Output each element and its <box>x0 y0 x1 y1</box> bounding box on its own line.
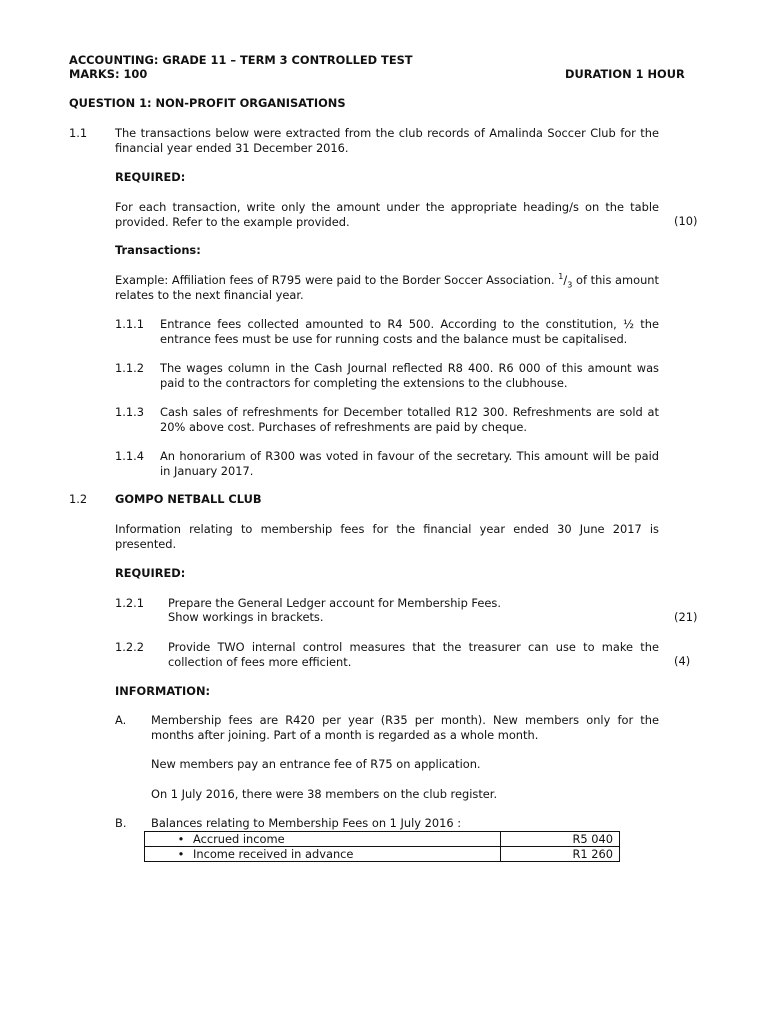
example-prefix: Example: Affiliation fees of R795 were paid to the Border Soccer Association. <box>115 273 555 287</box>
info-a-paragraph-2: New members pay an entrance fee of R75 on application. <box>151 757 481 771</box>
balance-amount: R1 260 <box>501 847 620 862</box>
balance-label-cell <box>145 847 501 862</box>
bullet-icon: • <box>177 832 185 846</box>
q1-2-heading: GOMPO NETBALL CLUB <box>115 492 262 506</box>
item-text: Prepare the General Ledger account for Membership Fees. <box>168 596 501 610</box>
q1-2-required-heading: REQUIRED: <box>115 566 186 580</box>
q1-2-intro: Information relating to membership fees for the financial year ended 30 June 2017 is presented. <box>115 522 659 551</box>
info-a-paragraph-3: On 1 July 2016, there were 38 members on the club register. <box>151 787 498 801</box>
balance-label-cell <box>145 832 501 847</box>
item-number: 1.1.1 <box>115 317 144 331</box>
item-text: The wages column in the Cash Journal reflected R8 400. R6 000 of this amount was paid to the contractors for completing the extensions to the clubhouse. <box>160 361 659 390</box>
test-title: ACCOUNTING: GRADE 11 – TERM 3 CONTROLLED TEST <box>69 53 413 67</box>
info-b-letter: B. <box>115 816 127 830</box>
item-text-line2: Show workings in brackets. <box>168 610 324 624</box>
info-b-text: Balances relating to Membership Fees on 1 July 2016 : <box>151 816 462 830</box>
balance-amount: R5 040 <box>501 832 620 847</box>
info-a-letter: A. <box>115 713 127 727</box>
item-text: Cash sales of refreshments for December totalled R12 300. Refreshments are sold at 20% above cost. Purchases of refreshments are paid by cheque. <box>160 405 659 434</box>
fraction-denominator: 3 <box>567 280 573 290</box>
table-row <box>145 832 620 847</box>
item-number: 1.2.1 <box>115 596 144 610</box>
info-a-paragraph-1: Membership fees are R420 per year (R35 per month). New members only for the months after joining. Part of a month is regarded as a whole month. <box>151 713 659 742</box>
balance-label: Income received in advance <box>193 847 354 861</box>
question-1-heading: QUESTION 1: NON-PROFIT ORGANISATIONS <box>69 96 346 110</box>
item-number: 1.1.3 <box>115 405 144 419</box>
item-text: Entrance fees collected amounted to R4 500. According to the constitution, ½ the entrance fees must be use for running costs and the balance must be capitalised. <box>160 317 659 346</box>
balance-label: Accrued income <box>193 832 285 846</box>
example-text: Example: Affiliation fees of R795 were paid to the Border Soccer Association. $^1/_3$ of this amount relates to the next financial year. <box>115 272 659 302</box>
q1-1-number: 1.1 <box>69 126 88 140</box>
information-heading: INFORMATION: <box>115 684 211 698</box>
example-suffix: of this amount relates to the next financial year. <box>115 273 659 302</box>
transactions-heading: Transactions: <box>115 243 201 257</box>
item-marks: (21) <box>674 610 698 624</box>
item-marks: (4) <box>674 654 691 668</box>
marks-label: MARKS: 100 <box>69 67 148 81</box>
item-text: Provide TWO internal control measures that the treasurer can use to make the collection of fees more efficient. <box>168 640 659 669</box>
fraction-numerator: 1 <box>558 272 564 282</box>
bullet-icon: • <box>177 847 185 861</box>
q1-1-required-text: For each transaction, write only the amount under the appropriate heading/s on the table provided. Refer to the example provided. <box>115 200 659 229</box>
q1-1-required-heading: REQUIRED: <box>115 170 186 184</box>
q1-1-intro: The transactions below were extracted from the club records of Amalinda Soccer Club for the financial year ended 31 December 2016. <box>115 126 659 155</box>
item-number: 1.2.2 <box>115 640 144 654</box>
item-number: 1.1.2 <box>115 361 144 375</box>
table-row <box>145 847 620 862</box>
balances-table <box>144 831 620 862</box>
duration-label: DURATION 1 HOUR <box>565 67 685 81</box>
q1-1-marks: (10) <box>674 214 698 228</box>
item-text: An honorarium of R300 was voted in favour of the secretary. This amount will be paid in January 2017. <box>160 449 659 478</box>
q1-2-number: 1.2 <box>69 492 88 506</box>
item-number: 1.1.4 <box>115 449 144 463</box>
